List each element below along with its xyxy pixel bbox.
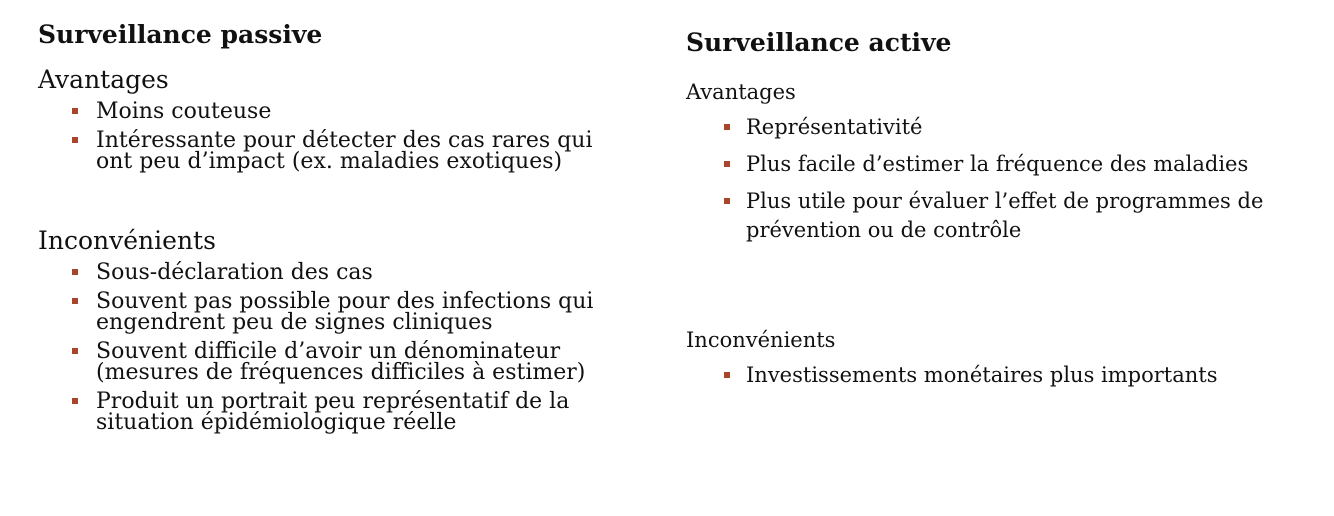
square-bullet-icon [72,269,78,275]
list-item: Plus facile d’estimer la fréquence des maladies [724,150,1284,179]
square-bullet-icon [724,372,730,378]
list-item: Souvent difficile d’avoir un dénominateur (mesures de fréquences difficiles à estimer) [72,341,612,383]
list-item: Représentativité [724,113,1284,142]
square-bullet-icon [72,108,78,114]
list-item: Plus utile pour évaluer l’effet de programmes de prévention ou de contrôle [724,187,1284,245]
square-bullet-icon [724,161,730,167]
square-bullet-icon [724,124,730,130]
list-item: Produit un portrait peu représentatif de la situation épidémiologique réelle [72,391,612,433]
square-bullet-icon [72,398,78,404]
square-bullet-icon [72,298,78,304]
list-item: Souvent pas possible pour des infections qui engendrent peu de signes cliniques [72,291,612,333]
square-bullet-icon [724,198,730,204]
active-title: Surveillance active [686,28,952,57]
square-bullet-icon [72,137,78,143]
passive-disadvantages-heading: Inconvénients [38,226,216,255]
passive-advantages-heading: Avantages [38,65,169,94]
active-advantages-list [724,113,1284,253]
list-item: Sous-déclaration des cas [72,262,612,283]
passive-advantages-list [72,101,612,180]
square-bullet-icon [72,348,78,354]
list-item: Intéressante pour détecter des cas rares qui ont peu d’impact (ex. maladies exotiques) [72,130,612,172]
active-disadvantages-heading: Inconvénients [686,328,836,352]
list-item: Moins couteuse [72,101,612,122]
passive-disadvantages-list [72,262,612,441]
passive-title: Surveillance passive [38,20,323,49]
list-item: Investissements monétaires plus importants [724,361,1284,390]
active-disadvantages-list [724,361,1284,398]
active-advantages-heading: Avantages [686,80,796,104]
